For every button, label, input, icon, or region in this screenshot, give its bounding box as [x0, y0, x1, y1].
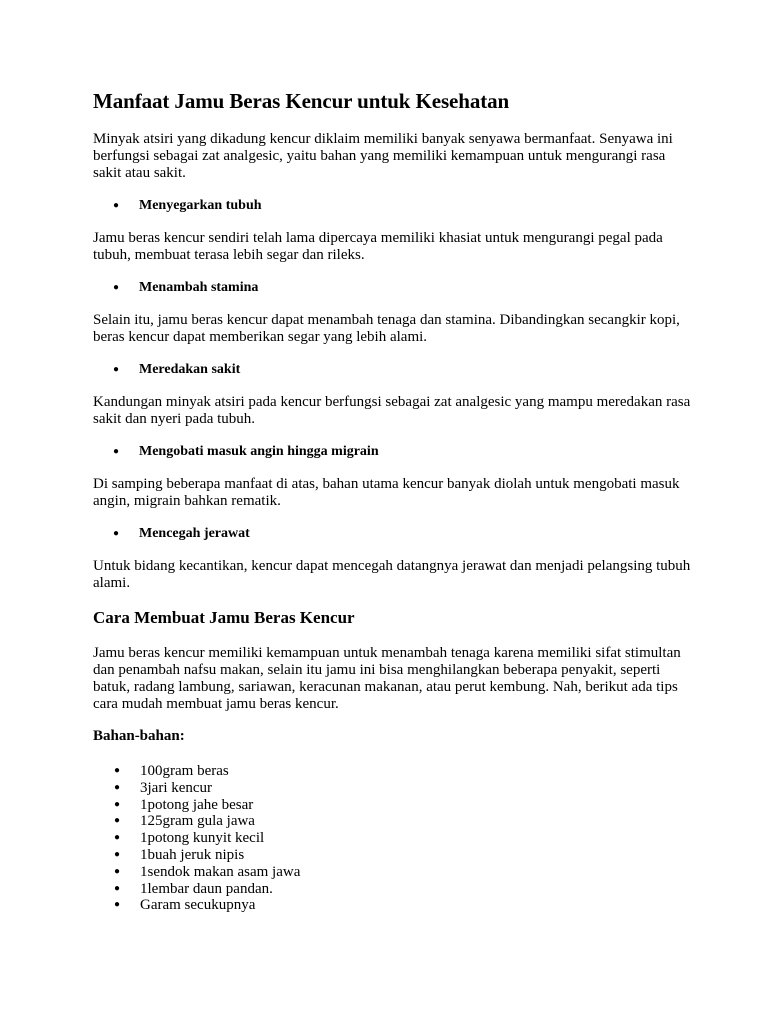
bullet-icon: ●	[114, 865, 121, 877]
list-item: ● 1lembar daun pandan.	[114, 880, 273, 897]
benefit-heading: ● Mengobati masuk angin hingga migrain	[113, 444, 379, 459]
bullet-icon: ●	[113, 528, 120, 539]
ingredients-heading: Bahan-bahan:	[93, 728, 185, 744]
list-item: ● 125gram gula jawa	[114, 813, 255, 830]
benefit-heading-list	[93, 361, 693, 378]
bullet-icon: ●	[114, 781, 121, 793]
benefit-heading-list	[93, 525, 693, 542]
document-page	[93, 86, 693, 914]
benefit-heading: ● Menyegarkan tubuh	[113, 198, 262, 213]
section-title: Cara Membuat Jamu Beras Kencur	[93, 608, 355, 627]
benefit-heading-list	[93, 197, 693, 214]
bullet-icon: ●	[114, 882, 121, 894]
list-item: ● 100gram beras	[114, 763, 229, 779]
benefit-heading: ● Mencegah jerawat	[113, 526, 250, 541]
bullet-icon: ●	[114, 832, 121, 844]
benefit-paragraph: Kandungan minyak atsiri pada kencur berfungsi sebagai zat analgesic yang mampu meredakan rasa sakit dan nyeri pada tubuh.	[93, 394, 691, 427]
bullet-icon: ●	[113, 282, 120, 293]
benefit-heading: ● Meredakan sakit	[113, 362, 241, 377]
recipe-intro-paragraph: Jamu beras kencur memiliki kemampuan untuk menambah tenaga karena memiliki sifat stimultan dan penambah nafsu makan, selain itu jamu ini bisa menghilangkan beberapa penyakit, seperti batuk, radang lambung, sariawan, keracunan makanan, atau perut kembung. Nah, berikut ada tips cara mudah membuat jamu beras kencur.	[93, 645, 681, 712]
benefit-heading-list	[93, 279, 693, 296]
benefit-paragraph: Selain itu, jamu beras kencur dapat menambah tenaga dan stamina. Dibandingkan secangkir kopi, beras kencur dapat memberikan segar yang lebih alami.	[93, 312, 680, 345]
bullet-icon: ●	[113, 446, 120, 457]
ingredients-list	[93, 763, 693, 914]
list-item: ● 1potong kunyit kecil	[114, 830, 265, 847]
bullet-icon: ●	[113, 364, 120, 375]
list-item: ● 3jari kencur	[114, 779, 213, 796]
benefit-heading-list	[93, 443, 693, 460]
bullet-icon: ●	[114, 899, 121, 911]
list-item: ● 1potong jahe besar	[114, 796, 254, 813]
benefit-paragraph: Untuk bidang kecantikan, kencur dapat mencegah datangnya jerawat dan menjadi pelangsing tubuh alami.	[93, 558, 691, 591]
list-item: ● 1sendok makan asam jawa	[114, 863, 301, 880]
bullet-icon: ●	[114, 815, 121, 827]
bullet-icon: ●	[114, 848, 121, 860]
benefit-heading: ● Menambah stamina	[113, 280, 259, 295]
list-item: ● Garam secukupnya	[114, 897, 256, 914]
list-item: ● 1buah jeruk nipis	[114, 846, 245, 863]
benefit-paragraph: Di samping beberapa manfaat di atas, bahan utama kencur banyak diolah untuk mengobati masuk angin, migrain bahkan rematik.	[93, 476, 680, 509]
benefit-paragraph: Jamu beras kencur sendiri telah lama dipercaya memiliki khasiat untuk mengurangi pegal pada tubuh, membuat terasa lebih segar dan rileks.	[93, 230, 663, 263]
bullet-icon: ●	[114, 798, 121, 810]
bullet-icon: ●	[113, 200, 120, 211]
bullet-icon: ●	[114, 765, 121, 776]
page-title: Manfaat Jamu Beras Kencur untuk Kesehatan	[93, 89, 510, 113]
intro-paragraph: Minyak atsiri yang dikadung kencur diklaim memiliki banyak senyawa bermanfaat. Senyawa ini berfungsi sebagai zat analgesic, yaitu bahan yang memiliki kemampuan untuk mengurangi rasa sakit atau sakit.	[93, 131, 673, 181]
